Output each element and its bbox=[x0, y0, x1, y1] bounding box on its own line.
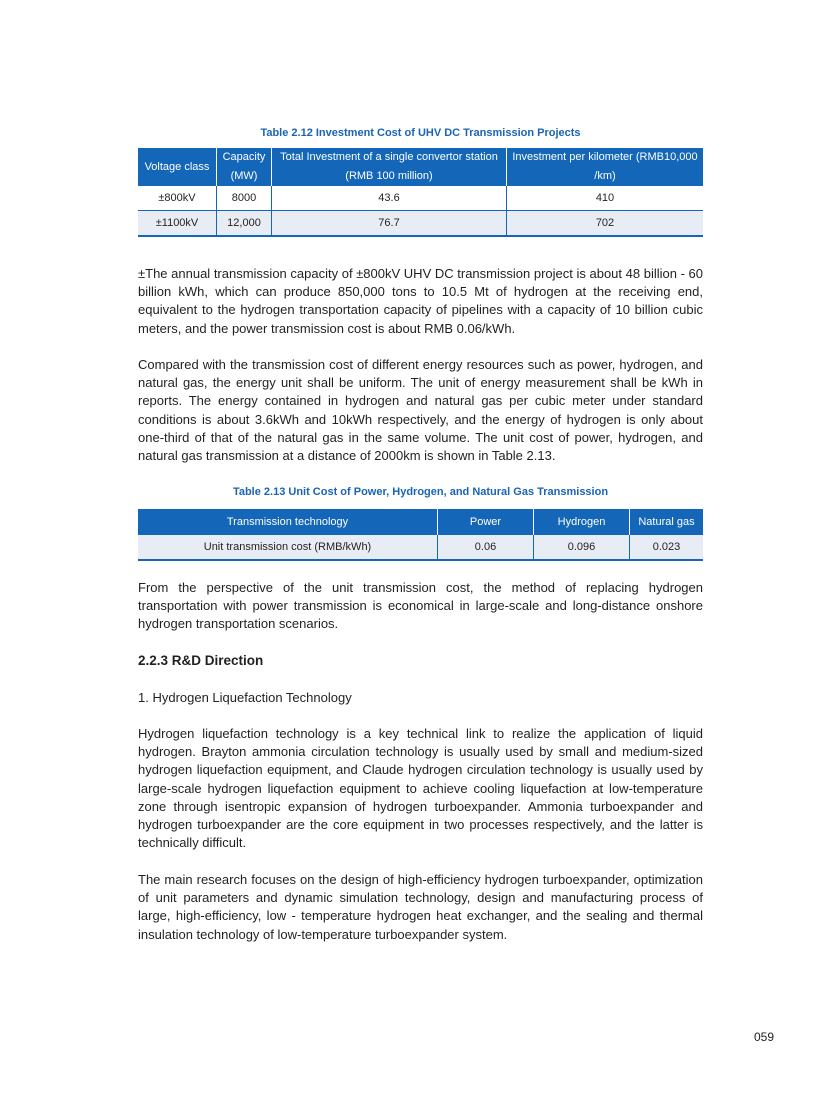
paragraph: The main research focuses on the design of high-efficiency hydrogen turboexpander, optimization of unit parameters and dynamic simulation technology, design and manufacturing process of large, high-efficiency, low - temperature hydrogen heat exchanger, and the sealing and thermal insulation technology of low-temperature turboexpander system. bbox=[138, 872, 703, 942]
cell: 8000 bbox=[217, 186, 272, 211]
table-2-12-caption: Table 2.12 Investment Cost of UHV DC Transmission Projects bbox=[260, 127, 581, 139]
paragraph: Compared with the transmission cost of different energy resources such as power, hydrogen, and natural gas, the energy unit shall be uniform. The unit of energy measurement shall be kWh in reports. The energy contained in hydrogen and natural gas per cubic meter under standard conditions is about 3.6kWh and 10kWh respectively, and the energy of hydrogen is only about one-third of that of the natural gas in the same volume. The unit cost of power, hydrogen, and natural gas transmission at a distance of 2000km is shown in Table 2.13. bbox=[138, 357, 703, 464]
section-heading: 2.2.3 R&D Direction bbox=[138, 653, 264, 668]
table-2-13-caption: Table 2.13 Unit Cost of Power, Hydrogen, and Natural Gas Transmission bbox=[232, 486, 609, 498]
cell: 12,000 bbox=[217, 211, 272, 237]
subheading: 1. Hydrogen Liquefaction Technology bbox=[138, 690, 352, 705]
col-header: Natural gas bbox=[630, 509, 704, 535]
table-row bbox=[138, 211, 703, 237]
col-header: Investment per kilometer (RMB10,000 /km) bbox=[507, 148, 704, 186]
col-header: Voltage class bbox=[138, 148, 217, 186]
paragraph: From the perspective of the unit transmission cost, the method of replacing hydrogen transportation with power transmission is economical in large-scale and long-distance onshore hydrogen transportation scenarios. bbox=[138, 580, 703, 632]
col-header: Transmission technology bbox=[138, 509, 438, 535]
table-2-12 bbox=[138, 148, 703, 237]
table-row bbox=[138, 186, 703, 211]
cell: ±800kV bbox=[158, 192, 196, 204]
cell: Unit transmission cost (RMB/kWh) bbox=[138, 535, 438, 560]
cell: ±1100kV bbox=[138, 211, 217, 237]
cell: 43.6 bbox=[272, 186, 507, 211]
cell: 76.7 bbox=[272, 211, 507, 237]
col-header: Power bbox=[438, 509, 534, 535]
paragraph: ±The annual transmission capacity of ±800kV UHV DC transmission project is about 48 billion - 60 billion kWh, which can produce 850,000 tons to 10.5 Mt of hydrogen at the receiving end, equivalent to the hydrogen transportation capacity of pipelines with a capacity of 10 billion cubic meters, and the power transmission cost is about RMB 0.06/kWh. bbox=[138, 266, 703, 336]
col-header: Capacity (MW) bbox=[217, 148, 272, 186]
paragraph: Hydrogen liquefaction technology is a key technical link to realize the application of liquid hydrogen. Brayton ammonia circulation technology is usually used by small and medium-sized hydrogen liquefaction equipment, and Claude hydrogen circulation technology is usually used by large-scale hydrogen liquefaction equipment to achieve cooling liquefaction at low-temperature zone through isentropic expansion of hydrogen turboexpander. Ammonia turboexpander and hydrogen turboexpander are the core equipment in two processes respectively, and the latter is technically difficult. bbox=[138, 726, 703, 851]
col-header: Hydrogen bbox=[534, 509, 630, 535]
cell: 0.023 bbox=[630, 535, 704, 560]
cell: 0.06 bbox=[438, 535, 534, 560]
cell: 410 bbox=[507, 186, 704, 211]
col-header: Total Investment of a single convertor station (RMB 100 million) bbox=[272, 148, 507, 186]
table-2-13 bbox=[138, 509, 703, 561]
cell: 0.096 bbox=[534, 535, 630, 560]
table-row bbox=[138, 535, 703, 560]
cell: 702 bbox=[507, 211, 704, 237]
page-number: 059 bbox=[753, 1030, 774, 1044]
